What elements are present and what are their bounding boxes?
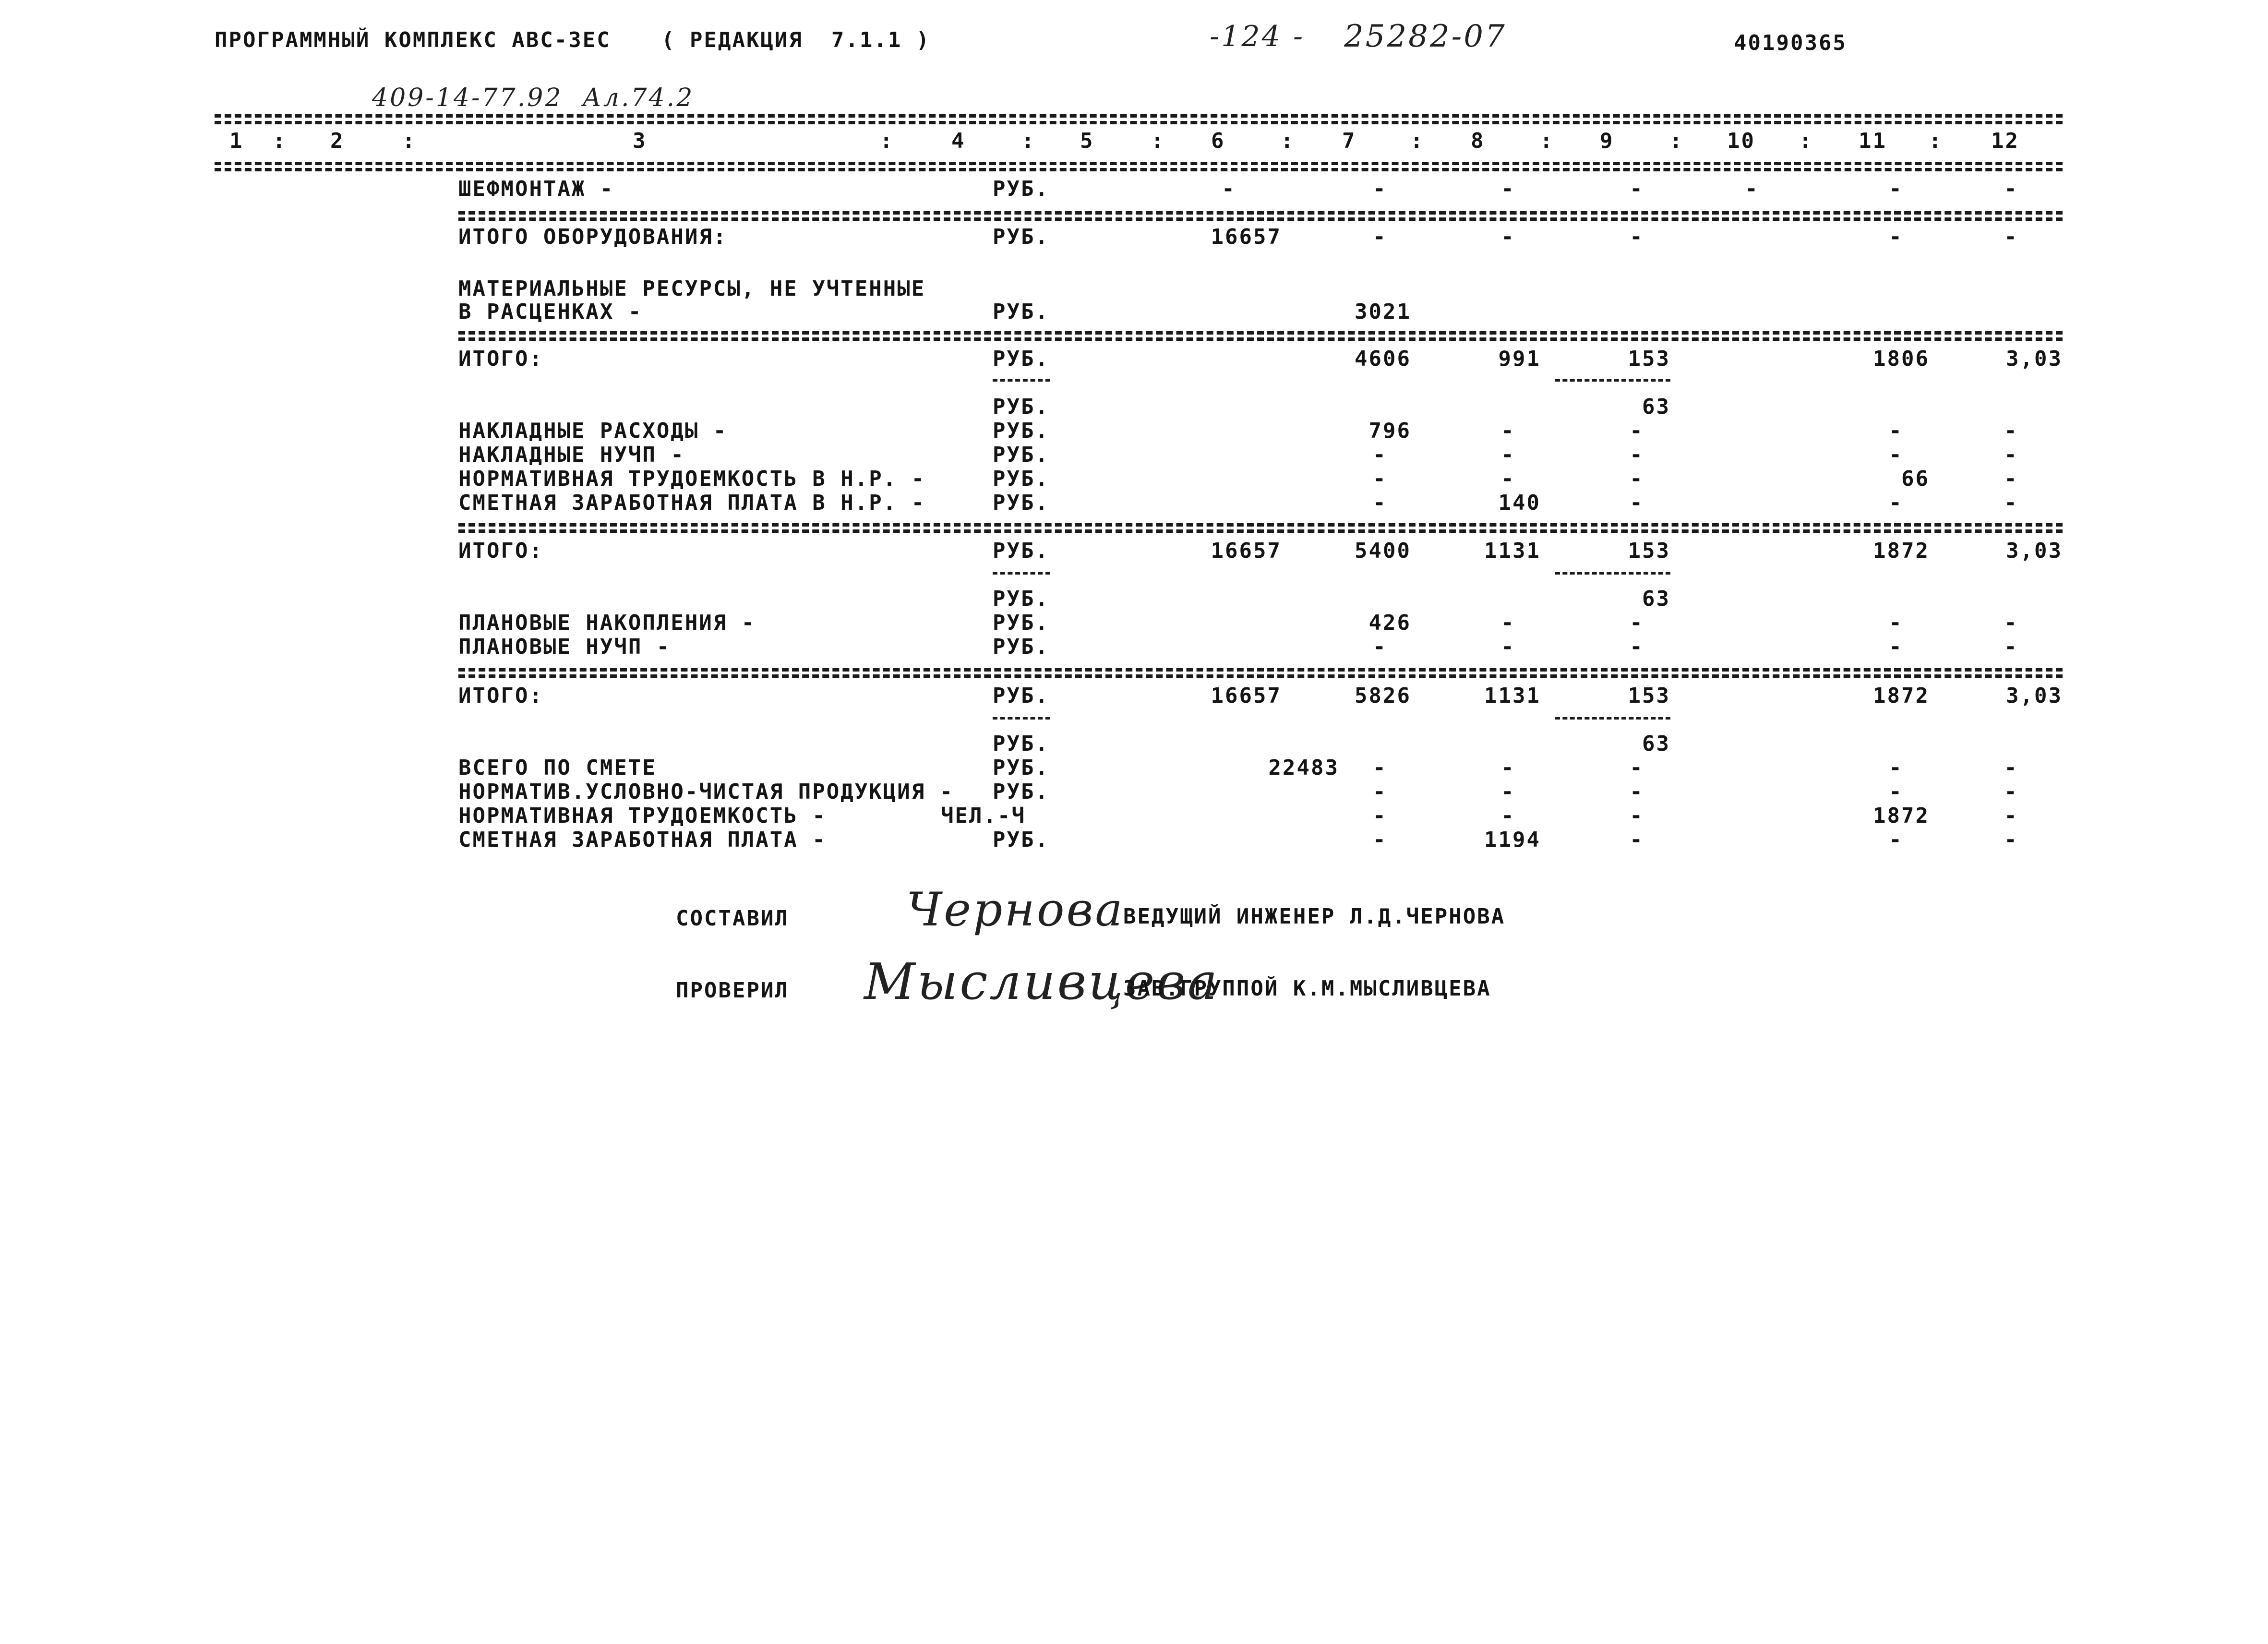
document-code: 40190365 — [1734, 31, 1847, 55]
cell-c9: - — [1630, 780, 1644, 804]
cell-c12: - — [2004, 611, 2018, 635]
row-name-line2: В РАСЦЕНКАХ - — [458, 300, 643, 324]
row-name: НОРМАТИВ.УСЛОВНО-ЧИСТАЯ ПРОДУКЦИЯ - — [458, 780, 954, 804]
row-unit: РУБ. — [993, 491, 1049, 515]
cell-c8: - — [1501, 780, 1515, 804]
col-separator: : — [1410, 129, 1425, 153]
col-number: 5 — [1080, 129, 1094, 153]
cell-c9: - — [1630, 756, 1644, 780]
col-number: 4 — [951, 129, 966, 153]
underline — [1555, 379, 1670, 382]
underline — [1555, 572, 1670, 575]
header-rule-2 — [215, 168, 2063, 171]
col-separator: : — [402, 129, 417, 153]
row-name: ИТОГО: — [458, 684, 543, 708]
cell-c7: 426 — [1368, 611, 1411, 635]
cell-c6: 16657 — [1211, 539, 1282, 563]
cell-c6: 16657 — [1211, 684, 1282, 708]
cell-c7: - — [1373, 225, 1387, 249]
cell-c11: - — [1889, 225, 1903, 249]
row-unit: РУБ. — [993, 684, 1049, 708]
cell-c8: 1131 — [1484, 684, 1541, 708]
row-unit: РУБ. — [993, 756, 1049, 780]
row-name: ИТОГО: — [458, 539, 543, 563]
header-rule — [215, 162, 2063, 165]
cell-c7: - — [1373, 780, 1387, 804]
row-unit-sub: РУБ. — [993, 587, 1049, 611]
section-rule — [458, 331, 2063, 335]
row-name: ПЛАНОВЫЕ НУЧП - — [458, 635, 671, 659]
cell-c11: 1872 — [1873, 539, 1930, 563]
cell-c11: - — [1889, 828, 1903, 852]
col-separator: : — [1929, 129, 1943, 153]
cell-c9: 153 — [1628, 539, 1670, 563]
cell-c8: 1194 — [1484, 828, 1541, 852]
cell-c8: 991 — [1498, 347, 1541, 371]
cell-c11: - — [1889, 177, 1903, 201]
compiled-label: СОСТАВИЛ — [676, 906, 789, 931]
underline — [993, 717, 1050, 720]
cell-c7: - — [1373, 467, 1387, 491]
row-name: СМЕТНАЯ ЗАРАБОТНАЯ ПЛАТА - — [458, 828, 827, 852]
cell-c12: - — [2004, 419, 2018, 443]
col-number: 1 — [229, 129, 244, 153]
underline — [993, 379, 1050, 382]
col-number: 7 — [1342, 129, 1356, 153]
row-unit: РУБ. — [993, 467, 1049, 491]
cell-c9: - — [1630, 828, 1644, 852]
cell-c9-sub: 63 — [1642, 587, 1670, 611]
row-name: СМЕТНАЯ ЗАРАБОТНАЯ ПЛАТА В Н.Р. - — [458, 491, 926, 515]
cell-c9: - — [1630, 635, 1644, 659]
row-name: ШЕФМОНТАЖ - — [458, 177, 614, 201]
col-number: 11 — [1859, 129, 1887, 153]
cell-c9-sub: 63 — [1642, 395, 1670, 419]
col-separator: : — [273, 129, 287, 153]
project-reference: 409-14-77.92 Ал.74.2 — [372, 84, 695, 112]
document-number: 25282-07 — [1344, 19, 1507, 54]
col-number: 12 — [1991, 129, 2019, 153]
cell-c7: 4606 — [1355, 347, 1411, 371]
section-rule-2 — [458, 217, 2063, 221]
col-separator: : — [1799, 129, 1813, 153]
cell-c7: 3021 — [1355, 300, 1411, 324]
compiled-signature: Чернова — [906, 883, 1125, 936]
col-separator: : — [1669, 129, 1684, 153]
col-number: 8 — [1471, 129, 1485, 153]
row-unit: ЧЕЛ.-Ч — [941, 804, 1026, 828]
cell-c7: - — [1373, 804, 1387, 828]
cell-c9: - — [1630, 804, 1644, 828]
cell-c8: - — [1501, 225, 1515, 249]
col-separator: : — [1540, 129, 1554, 153]
section-rule-2 — [458, 337, 2063, 341]
cell-c11: - — [1889, 756, 1903, 780]
cell-c8: - — [1501, 635, 1515, 659]
cell-c12: - — [2004, 780, 2018, 804]
cell-c8: - — [1501, 611, 1515, 635]
cell-c12: - — [2004, 225, 2018, 249]
cell-c8: - — [1501, 804, 1515, 828]
row-unit: РУБ. — [993, 300, 1049, 324]
cell-c11: 66 — [1901, 467, 1930, 491]
cell-c7: 796 — [1368, 419, 1411, 443]
row-unit: РУБ. — [993, 225, 1049, 249]
col-number: 2 — [330, 129, 345, 153]
row-unit-sub: РУБ. — [993, 395, 1049, 419]
cell-c8: - — [1501, 177, 1515, 201]
section-rule — [458, 211, 2063, 215]
top-rule — [215, 114, 2063, 118]
cell-c12: - — [2004, 177, 2018, 201]
cell-c9: - — [1630, 491, 1644, 515]
checked-signature: Мысливцева — [864, 952, 1219, 1011]
cell-c6: 16657 — [1211, 225, 1282, 249]
row-unit: РУБ. — [993, 611, 1049, 635]
program-title: ПРОГРАММНЫЙ КОМПЛЕКС АВС-3ЕС — [215, 28, 611, 52]
cell-c11: - — [1889, 491, 1903, 515]
checked-by: ЗАВ.ГРУППОЙ К.М.МЫСЛИВЦЕВА — [1123, 976, 1491, 1001]
cell-c7: - — [1373, 491, 1387, 515]
col-number: 9 — [1600, 129, 1614, 153]
cell-c9: 153 — [1628, 684, 1670, 708]
cell-c6: - — [1222, 177, 1236, 201]
col-separator: : — [1021, 129, 1036, 153]
cell-c8: 140 — [1498, 491, 1541, 515]
underline — [1555, 717, 1670, 720]
row-name: НОРМАТИВНАЯ ТРУДОЕМКОСТЬ - — [458, 804, 827, 828]
row-unit: РУБ. — [993, 443, 1049, 467]
cell-c12: - — [2004, 756, 2018, 780]
cell-c12: - — [2004, 804, 2018, 828]
col-number: 3 — [633, 129, 647, 153]
cell-c12: - — [2004, 491, 2018, 515]
cell-c8: - — [1501, 467, 1515, 491]
cell-c7: 5400 — [1355, 539, 1411, 563]
row-name: ИТОГО ОБОРУДОВАНИЯ: — [458, 225, 728, 249]
cell-c7: - — [1373, 635, 1387, 659]
section-rule — [458, 668, 2063, 672]
cell-c6: 22483 — [1268, 756, 1339, 780]
cell-c11: 1872 — [1873, 684, 1930, 708]
row-unit: РУБ. — [993, 539, 1049, 563]
section-rule-2 — [458, 529, 2063, 533]
row-name: ВСЕГО ПО СМЕТЕ — [458, 756, 657, 780]
cell-c11: 1806 — [1873, 347, 1930, 371]
cell-c11: - — [1889, 635, 1903, 659]
col-separator: : — [1281, 129, 1295, 153]
cell-c12: 3,03 — [2006, 347, 2063, 371]
section-rule-2 — [458, 674, 2063, 678]
section-rule — [458, 523, 2063, 527]
cell-c7: 5826 — [1355, 684, 1411, 708]
cell-c8: - — [1501, 756, 1515, 780]
row-unit: РУБ. — [993, 635, 1049, 659]
underline — [993, 572, 1050, 575]
row-name: НАКЛАДНЫЕ НУЧП - — [458, 443, 685, 467]
row-unit-sub: РУБ. — [993, 732, 1049, 756]
cell-c11: - — [1889, 443, 1903, 467]
edition-label: ( РЕДАКЦИЯ 7.1.1 ) — [661, 28, 931, 52]
col-number: 6 — [1211, 129, 1225, 153]
row-unit: РУБ. — [993, 780, 1049, 804]
cell-c11: - — [1889, 419, 1903, 443]
cell-c12: - — [2004, 635, 2018, 659]
cell-c9: - — [1630, 611, 1644, 635]
row-unit: РУБ. — [993, 828, 1049, 852]
cell-c9: 153 — [1628, 347, 1670, 371]
cell-c11: 1872 — [1873, 804, 1930, 828]
cell-c7: - — [1373, 756, 1387, 780]
row-name-line1: МАТЕРИАЛЬНЫЕ РЕСУРСЫ, НЕ УЧТЕННЫЕ — [458, 276, 926, 301]
cell-c9: - — [1630, 225, 1644, 249]
cell-c10: - — [1745, 177, 1759, 201]
cell-c9: - — [1630, 443, 1644, 467]
cell-c12: - — [2004, 467, 2018, 491]
cell-c12: - — [2004, 443, 2018, 467]
cell-c12: - — [2004, 828, 2018, 852]
cell-c11: - — [1889, 611, 1903, 635]
col-number: 10 — [1727, 129, 1755, 153]
col-separator: : — [880, 129, 894, 153]
cell-c7: - — [1373, 177, 1387, 201]
cell-c9: - — [1630, 177, 1644, 201]
row-unit: РУБ. — [993, 419, 1049, 443]
cell-c12: 3,03 — [2006, 539, 2063, 563]
col-separator: : — [1151, 129, 1165, 153]
top-rule-2 — [215, 121, 2063, 124]
row-name: ПЛАНОВЫЕ НАКОПЛЕНИЯ - — [458, 611, 756, 635]
cell-c11: - — [1889, 780, 1903, 804]
row-unit: РУБ. — [993, 347, 1049, 371]
cell-c9: - — [1630, 467, 1644, 491]
row-name: ИТОГО: — [458, 347, 543, 371]
cell-c9-sub: 63 — [1642, 732, 1670, 756]
cell-c8: - — [1501, 419, 1515, 443]
compiled-by: ВЕДУЩИЙ ИНЖЕНЕР Л.Д.ЧЕРНОВА — [1123, 904, 1506, 929]
row-name: НОРМАТИВНАЯ ТРУДОЕМКОСТЬ В Н.Р. - — [458, 467, 926, 491]
cell-c7: - — [1373, 443, 1387, 467]
page-mark: -124 - — [1210, 20, 1305, 53]
cell-c8: - — [1501, 443, 1515, 467]
row-name: НАКЛАДНЫЕ РАСХОДЫ - — [458, 419, 728, 443]
cell-c12: 3,03 — [2006, 684, 2063, 708]
checked-label: ПРОВЕРИЛ — [676, 978, 789, 1003]
cell-c9: - — [1630, 419, 1644, 443]
cell-c7: - — [1373, 828, 1387, 852]
cell-c8: 1131 — [1484, 539, 1541, 563]
row-unit: РУБ. — [993, 177, 1049, 201]
